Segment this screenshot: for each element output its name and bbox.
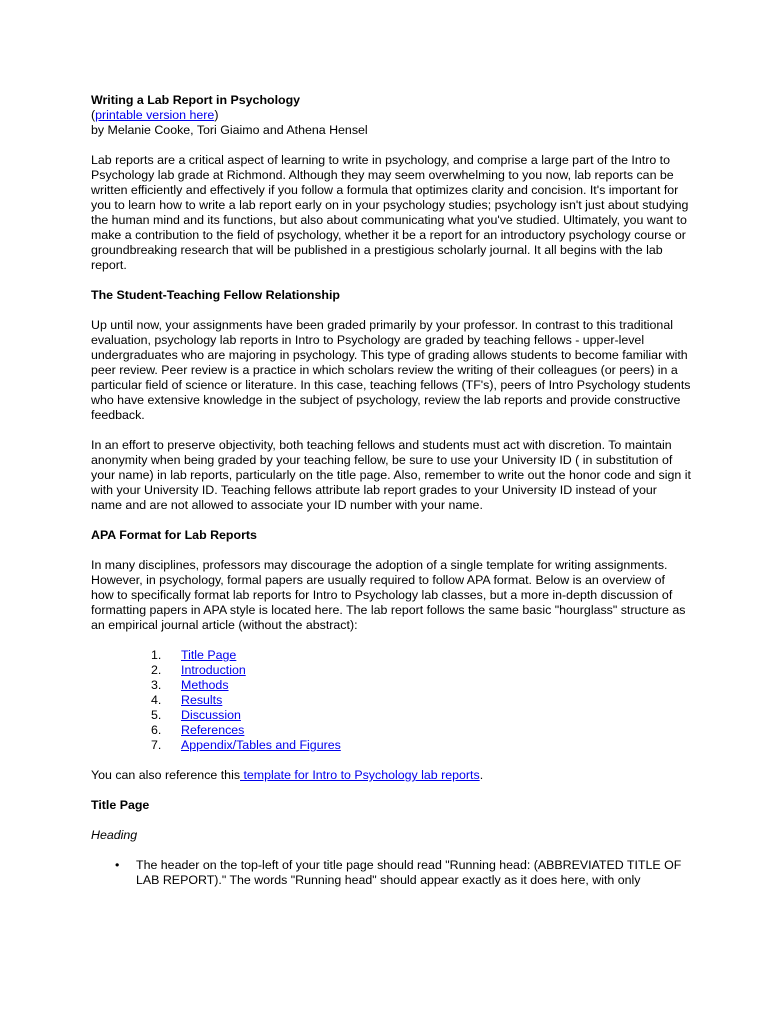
toc-link-appendix[interactable]: Appendix/Tables and Figures <box>181 738 341 752</box>
toc-link-methods[interactable]: Methods <box>181 678 229 692</box>
template-reference-line <box>91 768 691 783</box>
toc-link-title-page[interactable]: Title Page <box>181 648 237 662</box>
template-link[interactable]: template for Intro to Psychology lab reports <box>240 768 480 782</box>
intro-paragraph: Lab reports are a critical aspect of learning to write in psychology, and comprise a large part of the Intro to Psychology lab grade at Richmond. Although they may seem overwhelming to you now, lab reports can be written efficiently and effectively if you follow a formula that optimizes clarity and concision. It's important for you to learn how to write a lab report early on in your psychology studies; psychology isn't just about studying the human mind and its functions, but also about communicating what you've studied. Ultimately, you want to make a contribution to the field of psychology, whether it be a report for an introductory psychology course or groundbreaking research that will be published in a prestigious scholarly journal. It all begins with the lab report. <box>91 153 689 272</box>
document-title: Writing a Lab Report in Psychology <box>91 93 301 107</box>
document-content <box>91 93 691 888</box>
bullet-item <box>91 858 691 888</box>
toc-link-references[interactable]: References <box>181 723 245 737</box>
relationship-heading: The Student-Teaching Fellow Relationship <box>91 288 340 302</box>
apa-paragraph: In many disciplines, professors may discourage the adoption of a single template for writing assignments. However, in psychology, formal papers are usually required to follow APA format. Below is an overview of how to specifically format lab reports for Intro to Psychology lab classes, but a more in-depth discussion of formatting papers in APA style is located here. The lab report follows the same basic "hourglass" structure as an empirical journal article (without the abstract): <box>91 558 686 632</box>
toc-number: 3. <box>151 678 162 692</box>
title-page-bullets <box>91 858 691 888</box>
toc-item <box>91 678 691 693</box>
toc-link-discussion[interactable]: Discussion <box>181 708 241 722</box>
title-page-heading: Title Page <box>91 798 150 812</box>
heading-subheading: Heading <box>91 828 138 842</box>
toc-item <box>91 663 691 678</box>
authors-line: by Melanie Cooke, Tori Giaimo and Athena Hensel <box>91 123 368 137</box>
toc-link-introduction[interactable]: Introduction <box>181 663 246 677</box>
apa-heading: APA Format for Lab Reports <box>91 528 257 542</box>
toc-number: 2. <box>151 663 162 677</box>
toc-item <box>91 708 691 723</box>
template-prefix: You can also reference this <box>91 768 241 782</box>
paren-close: ) <box>214 108 219 122</box>
toc-number: 7. <box>151 738 162 752</box>
template-suffix: . <box>479 768 484 782</box>
relationship-paragraph-2: In an effort to preserve objectivity, both teaching fellows and students must act with discretion. To maintain anonymity when being graded by your teaching fellow, be sure to use your University ID ( in substitution of your name) in lab reports, particularly on the title page. Also, remember to write out the honor code and sign it with your University ID. Teaching fellows attribute lab report grades to your University ID instead of your name and are not allowed to associate your ID number with your name. <box>91 438 691 512</box>
toc-link-results[interactable]: Results <box>181 693 223 707</box>
toc-item <box>91 693 691 708</box>
printable-version-line <box>91 108 691 123</box>
paren-open: ( <box>91 108 96 122</box>
toc-item <box>91 723 691 738</box>
bullet-icon: • <box>115 858 120 872</box>
relationship-paragraph-1: Up until now, your assignments have been graded primarily by your professor. In contrast to this traditional evaluation, psychology lab reports in Intro to Psychology are graded by teaching fellows - upper-level undergraduates who are majoring in psychology. This type of grading allows students to become familiar with peer review. Peer review is a practice in which scholars review the writing of their colleagues (or peers) in a particular field of science or literature. In this case, teaching fellows (TF's), peers of Intro Psychology students who have extensive knowledge in the subject of psychology, review the lab reports and provide constructive feedback. <box>91 318 691 422</box>
toc-item <box>91 648 691 663</box>
toc-number: 4. <box>151 693 162 707</box>
bullet-text: The header on the top-left of your title page should read "Running head: (ABBREVIATED TITLE OF LAB REPORT)." The words "Running head" should appear exactly as it does here, with only <box>136 858 682 887</box>
toc-number: 6. <box>151 723 162 737</box>
printable-version-link[interactable]: printable version here <box>95 108 215 122</box>
toc-item <box>91 738 691 753</box>
toc-number: 5. <box>151 708 162 722</box>
table-of-contents <box>91 648 691 753</box>
toc-number: 1. <box>151 648 162 662</box>
